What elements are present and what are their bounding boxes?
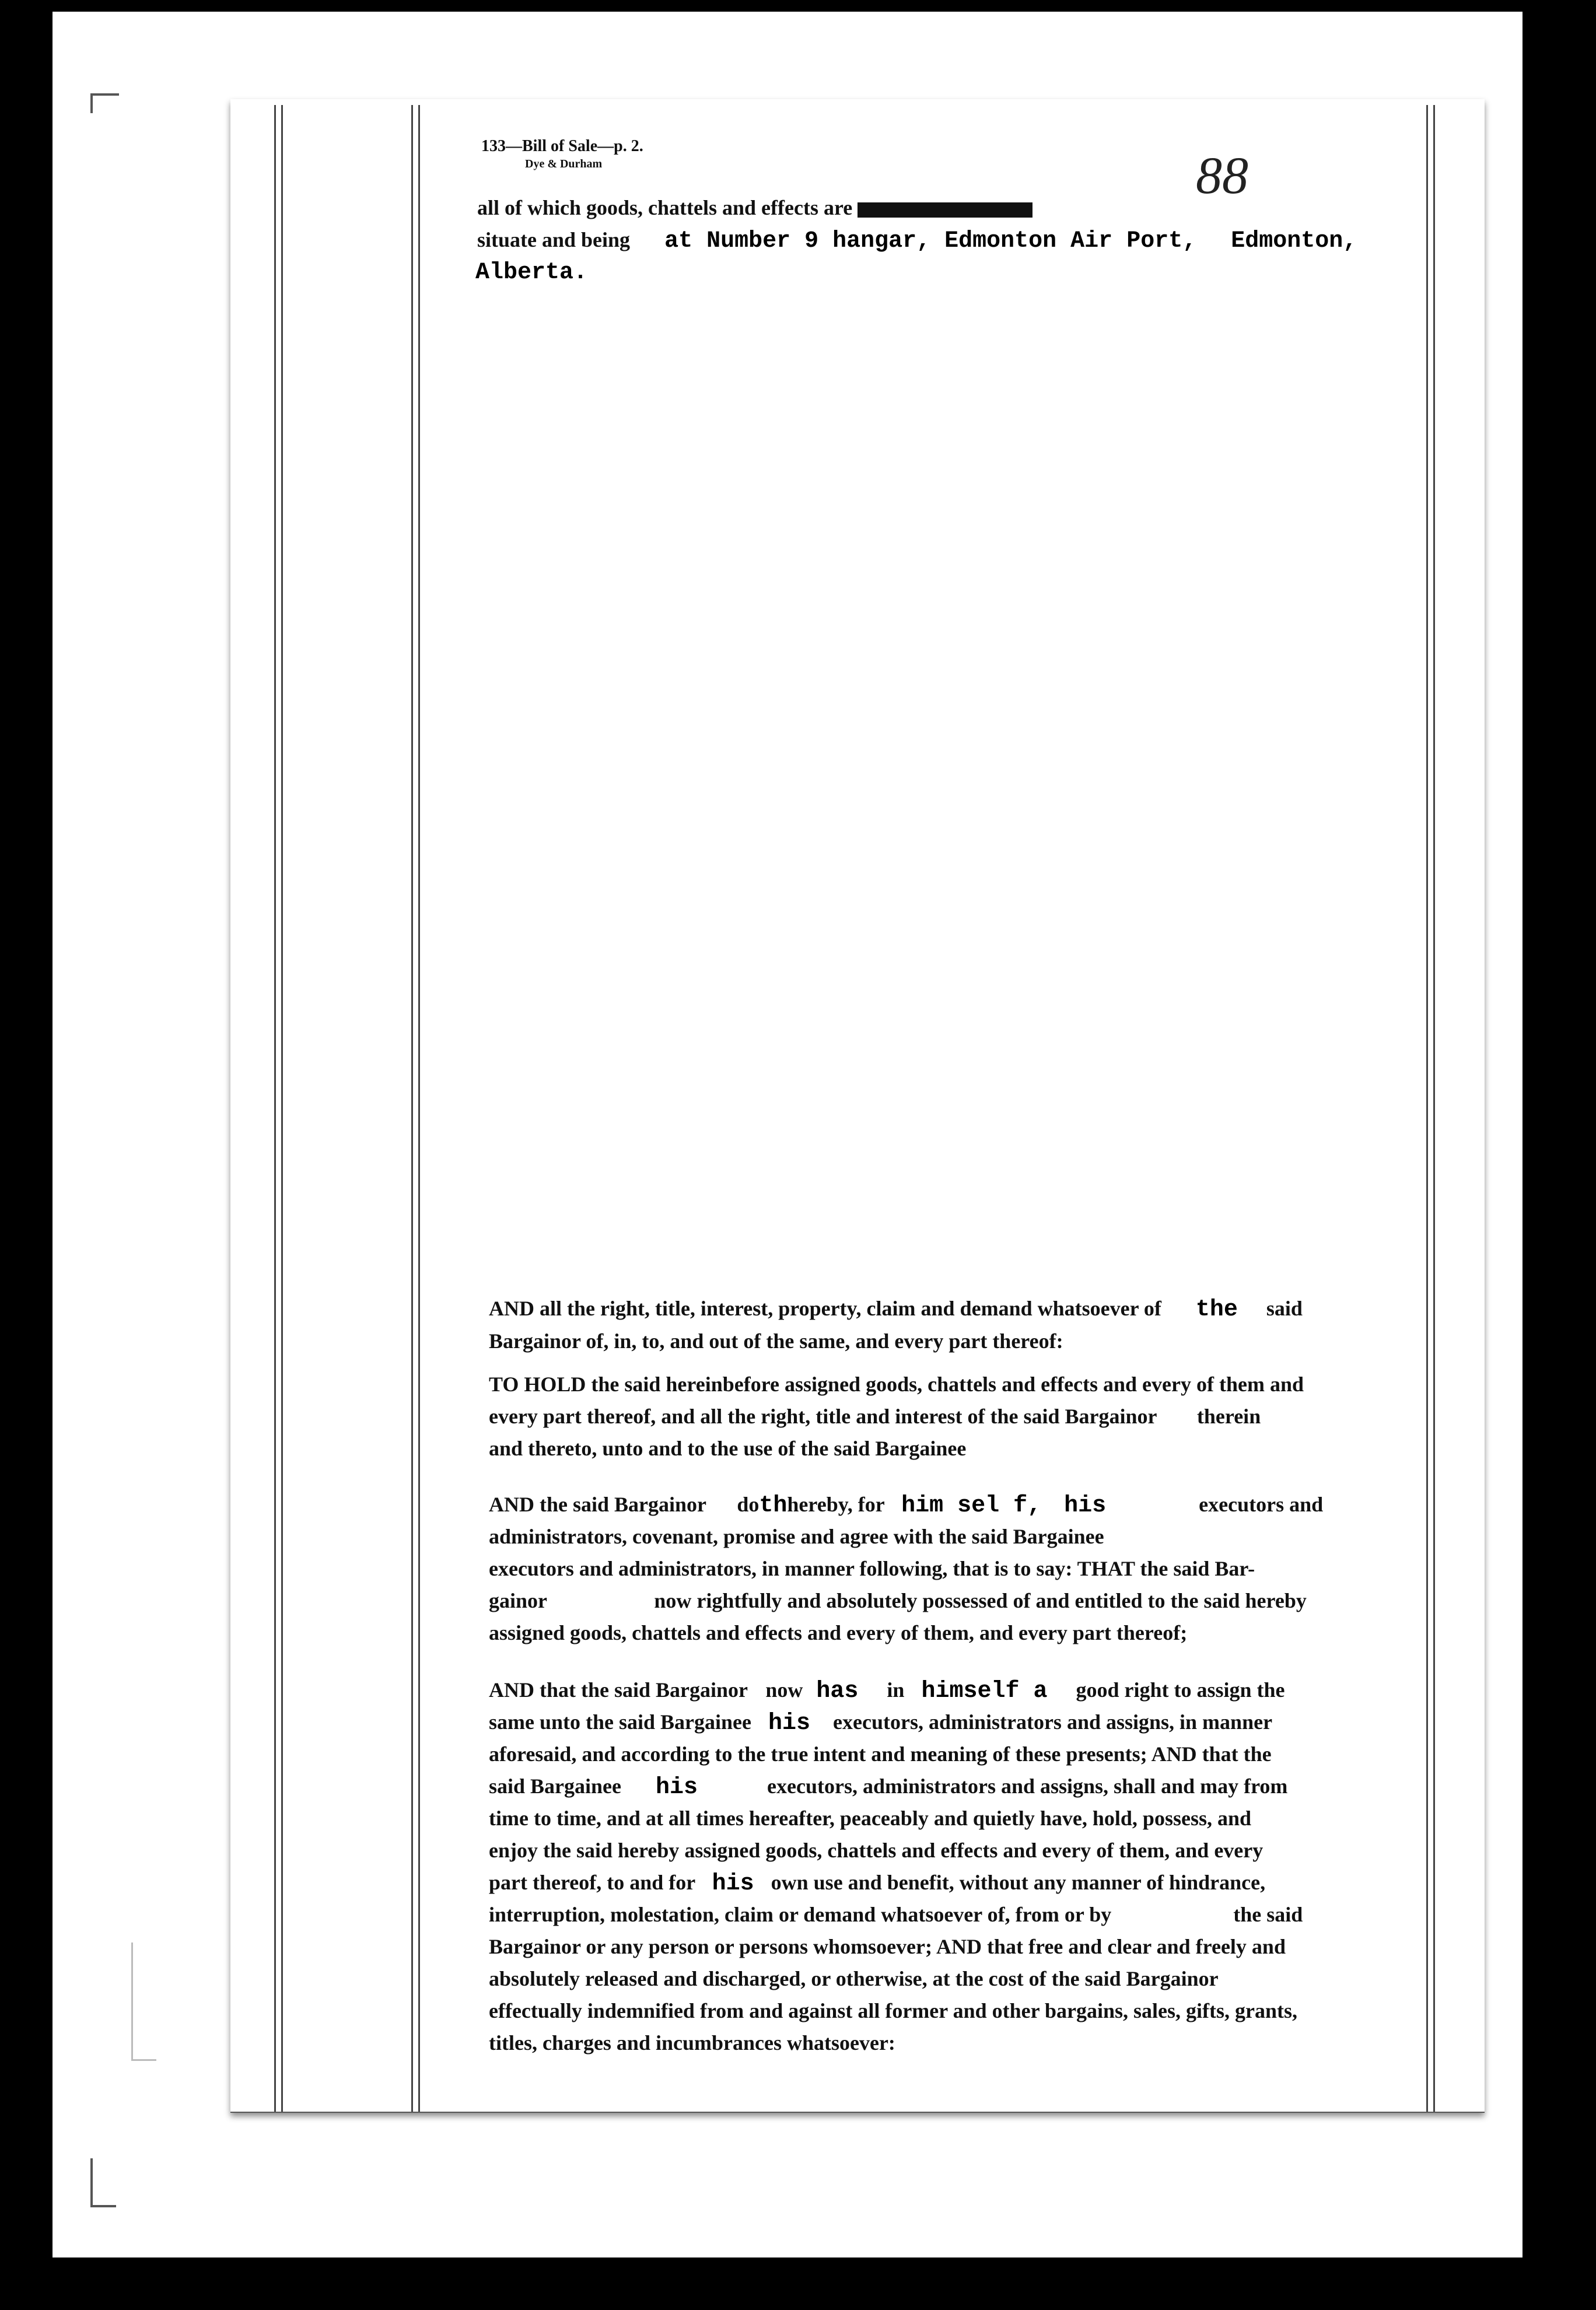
para4-line4-b: executors, administrators and assigns, shall and may from — [767, 1774, 1288, 1798]
para3-typed-3: his — [1064, 1493, 1107, 1519]
top-line-1-text: all of which goods, chattels and effects are — [477, 196, 853, 219]
para3-line2: administrators, covenant, promise and agree with the said Bargainee — [489, 1525, 1104, 1548]
top-line-2 — [477, 228, 1357, 254]
para3-line1-b: do — [737, 1493, 760, 1516]
top-line-3: Alberta. — [475, 260, 588, 286]
para3-line4-b: now rightfully and absolutely possessed of and entitled to the said hereby — [654, 1589, 1307, 1612]
top-line-2-printed: situate and being — [477, 228, 631, 251]
para1-line1 — [489, 1296, 1303, 1323]
para1-line1-end: said — [1266, 1297, 1303, 1320]
para4-typed-1: has — [816, 1678, 859, 1704]
para4-line7 — [489, 1870, 1265, 1897]
para4-line6: enjoy the said hereby assigned goods, chattels and effects and every of them, and every — [489, 1839, 1264, 1862]
top-line-1 — [477, 195, 1032, 220]
crop-mark-top-left — [90, 93, 119, 113]
para4-line2-a: same unto the said Bargainee — [489, 1710, 751, 1734]
para4-line4-a: said Bargainee — [489, 1774, 622, 1798]
para2-line1: TO HOLD the said hereinbefore assigned goods, chattels and effects and every of them and — [489, 1373, 1304, 1396]
margin-rule-left-3 — [411, 105, 413, 2112]
crop-mark-lower-left — [90, 2158, 116, 2207]
para4-line1-b: now — [765, 1678, 803, 1702]
para4-line1-c: in — [887, 1678, 905, 1702]
para3-typed-1: th — [759, 1493, 788, 1519]
para3-line4 — [489, 1588, 1307, 1613]
para3-line1-end: executors and — [1199, 1493, 1324, 1516]
para4-line8 — [489, 1902, 1303, 1927]
para4-line10: absolutely released and discharged, or otherwise, at the cost of the said Bargainor — [489, 1967, 1219, 1990]
para3-line5: assigned goods, chattels and effects and every of them, and every part thereof; — [489, 1621, 1188, 1644]
para4-line11: effectually indemnified from and against all former and other bargains, sales, gifts, grants, — [489, 1999, 1297, 2022]
para3-line1-a: AND the said Bargainor — [489, 1493, 706, 1516]
para4-typed-5: his — [712, 1871, 754, 1897]
para3-line1-c: hereby, for — [787, 1493, 885, 1516]
para1-line2: Bargainor of, in, to, and out of the same, and every part thereof: — [489, 1329, 1063, 1353]
para4-line4 — [489, 1774, 1287, 1801]
para1-typed: the — [1195, 1297, 1238, 1323]
struck-out-text — [858, 202, 1032, 218]
para4-line1-end: good right to assign the — [1076, 1678, 1285, 1702]
para4-line8-text: interruption, molestation, claim or demand whatsoever of, from or by — [489, 1903, 1112, 1926]
crop-mark-bottom-left — [131, 1943, 156, 2061]
para4-typed-2: himself a — [921, 1678, 1048, 1704]
para4-line9: Bargainor or any person or persons whomsoever; AND that free and clear and freely and — [489, 1935, 1286, 1958]
margin-rule-right-1 — [1426, 105, 1428, 2112]
para4-line12: titles, charges and incumbrances whatsoever: — [489, 2031, 895, 2054]
para4-line7-a: part thereof, to and for — [489, 1871, 695, 1894]
margin-rule-left-1 — [274, 105, 276, 2112]
margin-rule-left-4 — [418, 105, 420, 2112]
para4-line8-end: the said — [1233, 1903, 1303, 1926]
para4-typed-4: his — [656, 1774, 698, 1801]
para4-line1 — [489, 1678, 1285, 1704]
para2-line3: and thereto, unto and to the use of the said Bargainee — [489, 1437, 967, 1460]
para3-typed-2: him sel f, — [901, 1493, 1042, 1519]
para4-line5: time to time, and at all times hereafter, peaceably and quietly have, hold, possess, and — [489, 1807, 1252, 1830]
para4-line2-b: executors, administrators and assigns, in manner — [833, 1710, 1273, 1734]
para4-line3: aforesaid, and according to the true intent and meaning of these presents; AND that the — [489, 1742, 1272, 1766]
para3-line4-a: gainor — [489, 1589, 547, 1612]
para2-line2-text: every part thereof, and all the right, title and interest of the said Bargainor — [489, 1405, 1157, 1428]
para1-line1-text: AND all the right, title, interest, property, claim and demand whatsoever of — [489, 1297, 1161, 1320]
para2-line2-end: therein — [1196, 1405, 1261, 1428]
publisher-header: Dye & Durham — [525, 158, 603, 170]
para4-line1-a: AND that the said Bargainor — [489, 1678, 748, 1702]
para4-typed-3: his — [768, 1710, 811, 1737]
para3-line1 — [489, 1492, 1323, 1519]
top-line-2-typed: at Number 9 hangar, Edmonton Air Port, — [664, 228, 1197, 254]
top-line-2-typed-b: Edmonton, — [1231, 228, 1357, 254]
para4-line2 — [489, 1710, 1272, 1737]
para2-line2 — [489, 1404, 1261, 1429]
margin-rule-left-2 — [281, 105, 283, 2112]
folio-mark: 88 — [1196, 147, 1248, 205]
form-number-header: 133—Bill of Sale—p. 2. — [481, 137, 643, 155]
margin-rule-right-2 — [1433, 105, 1435, 2112]
para3-line3: executors and administrators, in manner following, that is to say: THAT the said Bar- — [489, 1557, 1255, 1580]
para4-line7-b: own use and benefit, without any manner of hindrance, — [771, 1871, 1266, 1894]
